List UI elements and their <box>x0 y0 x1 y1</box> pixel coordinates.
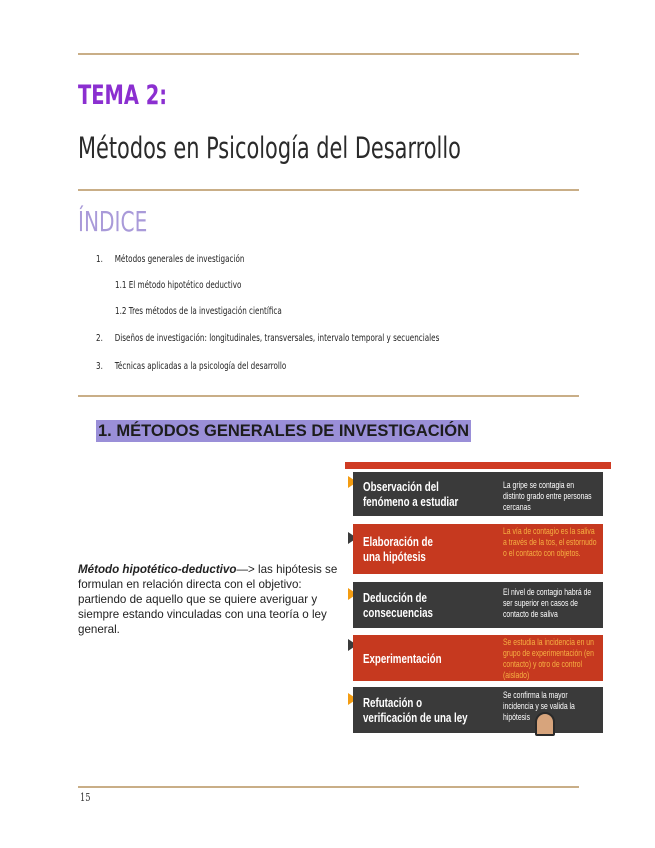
index-title: ÍNDICE <box>78 205 148 238</box>
scientific-method-figure <box>345 462 611 740</box>
step-hypothesis <box>353 524 603 574</box>
toc-item-number: 1. <box>96 254 103 265</box>
step-description: El nivel de contagio habrá de ser superior en casos de contacto de saliva <box>503 587 592 620</box>
toc-item-label: 1.1 El método hipotético deductivo <box>115 280 242 291</box>
toc-item-3[interactable] <box>96 361 286 372</box>
step-deduction <box>353 582 603 628</box>
step-title: Observación del fenómeno a estudiar <box>363 479 459 509</box>
toc-item-label: Técnicas aplicadas a la psicología del desarrollo <box>114 361 287 372</box>
toc-item-label: Métodos generales de investigación <box>114 254 245 265</box>
step-title: Refutación o verificación de una ley <box>363 695 468 725</box>
term-bold: Método hipotético-deductivo <box>78 563 237 576</box>
step-observation <box>353 472 603 516</box>
index-rule <box>78 395 579 397</box>
toc-item-number: 3. <box>96 361 103 372</box>
step-title: Elaboración de una hipótesis <box>363 534 433 564</box>
step-title: Experimentación <box>363 650 442 666</box>
step-description: La gripe se contagia en distinto grado entre personas cercanas <box>503 480 592 513</box>
step-description: Se confirma la mayor incidencia y se valida la hipótesis <box>503 690 575 723</box>
title-rule <box>78 189 579 191</box>
footer-rule <box>78 786 579 788</box>
section-heading: 1. MÉTODOS GENERALES DE INVESTIGACIÓN <box>98 422 470 440</box>
toc-item-number: 2. <box>96 333 103 344</box>
toc-item-2[interactable] <box>96 333 439 344</box>
paragraph-text: las hipótesis se formulan en relación directa con el objetivo: partiendo de aquello que se quiere averiguar y siempre estando vinculadas con una teoría o ley general. <box>78 563 338 636</box>
figure-top-bar <box>345 462 611 469</box>
toc-item-label: Diseños de investigación: longitudinales, transversales, intervalo temporal y secuenciales <box>114 333 440 344</box>
step-refutation <box>353 687 603 733</box>
top-rule <box>78 53 579 55</box>
topic-number: TEMA 2: <box>78 80 167 111</box>
toc-item-label: 1.2 Tres métodos de la investigación científica <box>115 306 282 317</box>
toc-item-1-2[interactable] <box>115 306 282 317</box>
body-paragraph <box>78 562 340 637</box>
step-experimentation <box>353 635 603 681</box>
page-title: Métodos en Psicología del Desarrollo <box>78 131 461 165</box>
step-title: Deducción de consecuencias <box>363 590 433 620</box>
page-number: 15 <box>80 791 91 804</box>
toc-item-1-1[interactable] <box>115 280 241 291</box>
scientist-avatar-icon <box>535 712 555 736</box>
step-description: Se estudia la incidencia en un grupo de experimentación (en contacto) y otro de control (aislado) <box>503 637 594 681</box>
toc-item-1[interactable] <box>96 254 244 265</box>
step-description: La vía de contagio es la saliva a través de la tos, el estornudo o el contacto con objetos. <box>503 526 597 559</box>
arrow-text: —> <box>236 563 255 576</box>
